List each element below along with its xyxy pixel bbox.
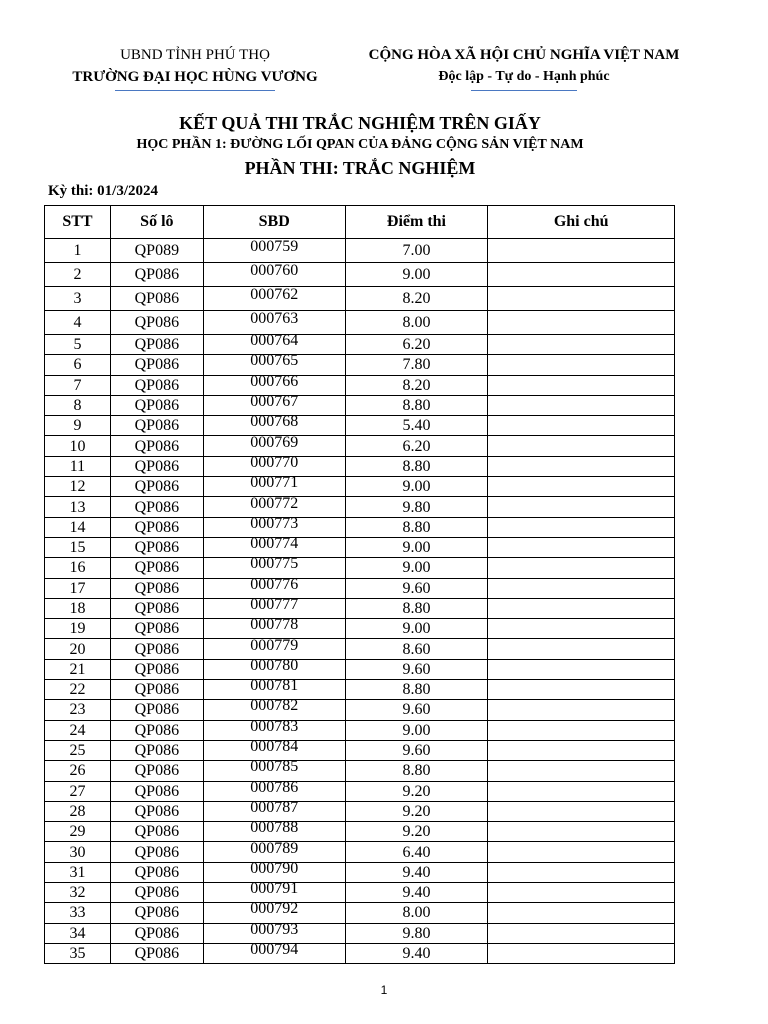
table-cell: 8.80 [345, 598, 488, 618]
sbd-value: 000786 [250, 778, 299, 796]
table-cell: 8.80 [345, 395, 488, 415]
table-cell [488, 801, 675, 821]
sbd-value: 000771 [250, 474, 299, 492]
table-cell [488, 416, 675, 436]
table-cell: QP086 [110, 287, 203, 311]
column-header: STT [45, 206, 111, 239]
table-cell: 5.40 [345, 416, 488, 436]
table-cell: 22 [45, 680, 111, 700]
table-cell [488, 436, 675, 456]
table-cell [488, 761, 675, 781]
table-row [45, 477, 675, 497]
header-left [60, 44, 330, 91]
table-cell: 9.80 [345, 497, 488, 517]
table-row [45, 883, 675, 903]
table-cell: 8.20 [345, 287, 488, 311]
table-cell: 9.00 [345, 263, 488, 287]
table-cell [488, 680, 675, 700]
table-cell: 9.00 [345, 619, 488, 639]
table-cell [488, 822, 675, 842]
table-cell: QP086 [110, 497, 203, 517]
table-cell [488, 659, 675, 679]
table-row [45, 287, 675, 311]
sbd-value: 000760 [250, 262, 299, 279]
document-title: KẾT QUẢ THI TRẮC NGHIỆM TRÊN GIẤY [179, 113, 541, 133]
national-title: CỘNG HÒA XÃ HỘI CHỦ NGHĨA VIỆT NAM [368, 47, 680, 63]
table-cell [203, 616, 345, 639]
header-right-underline [471, 90, 577, 91]
table-cell: QP086 [110, 639, 203, 659]
table-cell [488, 578, 675, 598]
header-right [340, 44, 708, 91]
sbd-value: 000790 [250, 859, 299, 877]
sbd-value: 000788 [250, 819, 299, 837]
table-row [45, 497, 675, 517]
table-cell [488, 239, 675, 263]
table-cell [203, 287, 345, 311]
table-cell: 9.20 [345, 801, 488, 821]
table-cell: QP086 [110, 311, 203, 335]
table-cell: QP086 [110, 761, 203, 781]
sbd-value: 000767 [250, 393, 299, 411]
table-row [45, 375, 675, 395]
sbd-value: 000783 [250, 717, 299, 735]
table-cell: QP086 [110, 923, 203, 943]
table-cell: 9.80 [345, 923, 488, 943]
table-cell: 25 [45, 740, 111, 760]
table-cell [203, 819, 345, 842]
table-row [45, 395, 675, 415]
table-cell: QP086 [110, 842, 203, 862]
table-cell [488, 883, 675, 903]
table-cell: 19 [45, 619, 111, 639]
sbd-value: 000778 [250, 616, 299, 634]
table-cell [488, 943, 675, 963]
table-cell: 34 [45, 923, 111, 943]
table-cell [488, 456, 675, 476]
table-cell: 9.60 [345, 740, 488, 760]
table-cell: 16 [45, 558, 111, 578]
table-cell [488, 477, 675, 497]
sbd-value: 000780 [250, 656, 299, 674]
table-row [45, 639, 675, 659]
table-row [45, 903, 675, 923]
table-cell: 13 [45, 497, 111, 517]
sbd-value: 000789 [250, 839, 299, 857]
table-cell: QP086 [110, 558, 203, 578]
table-cell: 32 [45, 883, 111, 903]
table-cell: 8.00 [345, 903, 488, 923]
table-cell [488, 558, 675, 578]
national-motto: Độc lập - Tự do - Hạnh phúc [438, 69, 610, 84]
table-row [45, 720, 675, 740]
table-cell: 31 [45, 862, 111, 882]
table-cell [488, 497, 675, 517]
table-cell: 3 [45, 287, 111, 311]
table-row [45, 263, 675, 287]
table-row [45, 659, 675, 679]
table-cell: QP086 [110, 801, 203, 821]
table-row [45, 517, 675, 537]
column-header: Số lô [110, 206, 203, 239]
table-cell: 8.00 [345, 311, 488, 335]
table-cell: QP086 [110, 700, 203, 720]
table-cell: QP086 [110, 355, 203, 375]
table-cell: 9.40 [345, 943, 488, 963]
section-title: PHẦN THI: TRẮC NGHIỆM [244, 158, 476, 178]
table-row [45, 311, 675, 335]
table-cell: 8.80 [345, 761, 488, 781]
table-row [45, 355, 675, 375]
table-cell: 8.20 [345, 375, 488, 395]
table-row [45, 842, 675, 862]
table-cell: 8 [45, 395, 111, 415]
table-cell: 4 [45, 311, 111, 335]
table-header-row [45, 206, 675, 239]
table-cell [488, 842, 675, 862]
table-cell: QP086 [110, 720, 203, 740]
table-cell: 9.60 [345, 700, 488, 720]
table-cell: 9.00 [345, 477, 488, 497]
table-cell: QP086 [110, 436, 203, 456]
table-cell: 7.00 [345, 239, 488, 263]
table-cell [203, 474, 345, 497]
sbd-value: 000773 [250, 514, 299, 532]
table-cell [488, 862, 675, 882]
table-cell: 8.60 [345, 639, 488, 659]
sbd-value: 000776 [250, 575, 299, 593]
table-cell: 28 [45, 801, 111, 821]
sbd-value: 000784 [250, 738, 299, 756]
table-row [45, 436, 675, 456]
table-cell: 9.00 [345, 537, 488, 557]
table-cell [203, 943, 345, 963]
table-cell [203, 758, 345, 781]
table-cell: 9.00 [345, 720, 488, 740]
table-cell: 2 [45, 263, 111, 287]
sbd-value: 000774 [250, 535, 299, 553]
table-cell [488, 619, 675, 639]
sbd-value: 000772 [250, 494, 299, 512]
table-cell: QP086 [110, 395, 203, 415]
table-cell: 12 [45, 477, 111, 497]
sbd-value: 000762 [250, 286, 299, 303]
table-cell: 23 [45, 700, 111, 720]
table-cell: 1 [45, 239, 111, 263]
table-cell: 26 [45, 761, 111, 781]
sbd-value: 000763 [250, 310, 299, 327]
sbd-value: 000769 [250, 433, 299, 451]
table-cell: QP086 [110, 619, 203, 639]
table-row [45, 862, 675, 882]
table-cell: 9.20 [345, 781, 488, 801]
table-cell [203, 413, 345, 436]
table-cell: 7 [45, 375, 111, 395]
table-cell: 15 [45, 537, 111, 557]
table-cell [488, 335, 675, 355]
sbd-value: 000792 [250, 900, 299, 918]
table-cell: 6.20 [345, 436, 488, 456]
sbd-value: 000766 [250, 372, 299, 390]
table-cell [488, 720, 675, 740]
header-left-underline [115, 90, 275, 91]
table-cell [488, 740, 675, 760]
table-cell: 30 [45, 842, 111, 862]
table-row [45, 537, 675, 557]
table-cell: QP086 [110, 740, 203, 760]
page-number: 1 [380, 983, 388, 997]
table-cell: 33 [45, 903, 111, 923]
table-cell: 14 [45, 517, 111, 537]
sbd-value: 000770 [250, 453, 299, 471]
table-row [45, 923, 675, 943]
table-cell [488, 639, 675, 659]
table-cell: QP086 [110, 416, 203, 436]
table-cell: 6.20 [345, 335, 488, 355]
table-cell: 27 [45, 781, 111, 801]
table-cell: QP086 [110, 883, 203, 903]
sbd-value: 000794 [250, 941, 299, 959]
table-cell: 10 [45, 436, 111, 456]
column-header: Ghi chú [488, 206, 675, 239]
sbd-value: 000782 [250, 697, 299, 715]
table-cell: QP086 [110, 598, 203, 618]
sbd-value: 000759 [250, 238, 299, 255]
table-cell: 9.60 [345, 659, 488, 679]
table-cell [203, 263, 345, 287]
column-header: Điểm thi [345, 206, 488, 239]
table-row [45, 558, 675, 578]
table-cell: QP086 [110, 781, 203, 801]
table-cell: QP086 [110, 263, 203, 287]
table-cell: 24 [45, 720, 111, 740]
table-cell: 17 [45, 578, 111, 598]
table-cell [488, 287, 675, 311]
table-cell [488, 375, 675, 395]
sbd-value: 000785 [250, 758, 299, 776]
table-cell: QP086 [110, 578, 203, 598]
results-table [44, 205, 675, 964]
course-title: HỌC PHẦN 1: ĐƯỜNG LỐI QPAN CỦA ĐẢNG CỘNG SẢN VIỆT NAM [136, 137, 584, 152]
table-cell: 9.40 [345, 862, 488, 882]
table-cell: 8.80 [345, 680, 488, 700]
table-row [45, 619, 675, 639]
table-cell [488, 355, 675, 375]
table-row [45, 239, 675, 263]
table-cell: QP086 [110, 903, 203, 923]
table-cell: 29 [45, 822, 111, 842]
table-cell: 8.80 [345, 517, 488, 537]
table-cell: 21 [45, 659, 111, 679]
table-row [45, 740, 675, 760]
table-cell [488, 903, 675, 923]
table-body [45, 239, 675, 964]
table-cell: 35 [45, 943, 111, 963]
table-cell [488, 537, 675, 557]
table-cell: 6 [45, 355, 111, 375]
table-cell: 18 [45, 598, 111, 618]
table-row [45, 335, 675, 355]
table-cell: 6.40 [345, 842, 488, 862]
table-row [45, 578, 675, 598]
table-cell [488, 263, 675, 287]
table-cell: 9.60 [345, 578, 488, 598]
table-cell [488, 311, 675, 335]
table-cell: QP086 [110, 517, 203, 537]
table-row [45, 700, 675, 720]
table-row [45, 822, 675, 842]
sbd-value: 000764 [250, 332, 299, 350]
table-row [45, 456, 675, 476]
sbd-value: 000768 [250, 413, 299, 431]
table-cell: 9 [45, 416, 111, 436]
table-cell: QP086 [110, 659, 203, 679]
exam-date: Kỳ thi: 01/3/2024 [48, 183, 159, 199]
table-cell: 9.40 [345, 883, 488, 903]
table-row [45, 943, 675, 963]
table-cell [488, 598, 675, 618]
province-committee: UBND TỈNH PHÚ THỌ [120, 47, 270, 63]
sbd-value: 000791 [250, 880, 299, 898]
table-cell [488, 517, 675, 537]
sbd-value: 000777 [250, 596, 299, 613]
table-cell [488, 395, 675, 415]
table-row [45, 416, 675, 436]
sbd-value: 000781 [250, 677, 299, 695]
university-name: TRƯỜNG ĐẠI HỌC HÙNG VƯƠNG [72, 69, 318, 85]
table-cell: QP086 [110, 477, 203, 497]
table-cell: QP086 [110, 822, 203, 842]
table-cell: 8.80 [345, 456, 488, 476]
table-cell: QP086 [110, 943, 203, 963]
table-cell: QP086 [110, 375, 203, 395]
table-cell: 9.20 [345, 822, 488, 842]
table-cell: 9.00 [345, 558, 488, 578]
sbd-value: 000775 [250, 555, 299, 573]
table-cell: QP089 [110, 239, 203, 263]
table-cell: QP086 [110, 456, 203, 476]
table-cell: QP086 [110, 862, 203, 882]
table-row [45, 781, 675, 801]
table-cell [488, 781, 675, 801]
sbd-value: 000765 [250, 352, 299, 370]
table-cell: 7.80 [345, 355, 488, 375]
table-row [45, 761, 675, 781]
table-cell [203, 239, 345, 263]
table-cell: 20 [45, 639, 111, 659]
table-cell: QP086 [110, 537, 203, 557]
column-header: SBD [203, 206, 345, 239]
sbd-value: 000787 [250, 798, 299, 816]
table-cell: 5 [45, 335, 111, 355]
table-cell [203, 311, 345, 335]
table-cell: 11 [45, 456, 111, 476]
sbd-value: 000779 [250, 636, 299, 654]
table-cell: QP086 [110, 680, 203, 700]
document-titles [0, 112, 720, 180]
table-row [45, 598, 675, 618]
sbd-value: 000793 [250, 920, 299, 938]
table-cell [488, 700, 675, 720]
table-row [45, 680, 675, 700]
table-cell: QP086 [110, 335, 203, 355]
table-row [45, 801, 675, 821]
table-cell [488, 923, 675, 943]
